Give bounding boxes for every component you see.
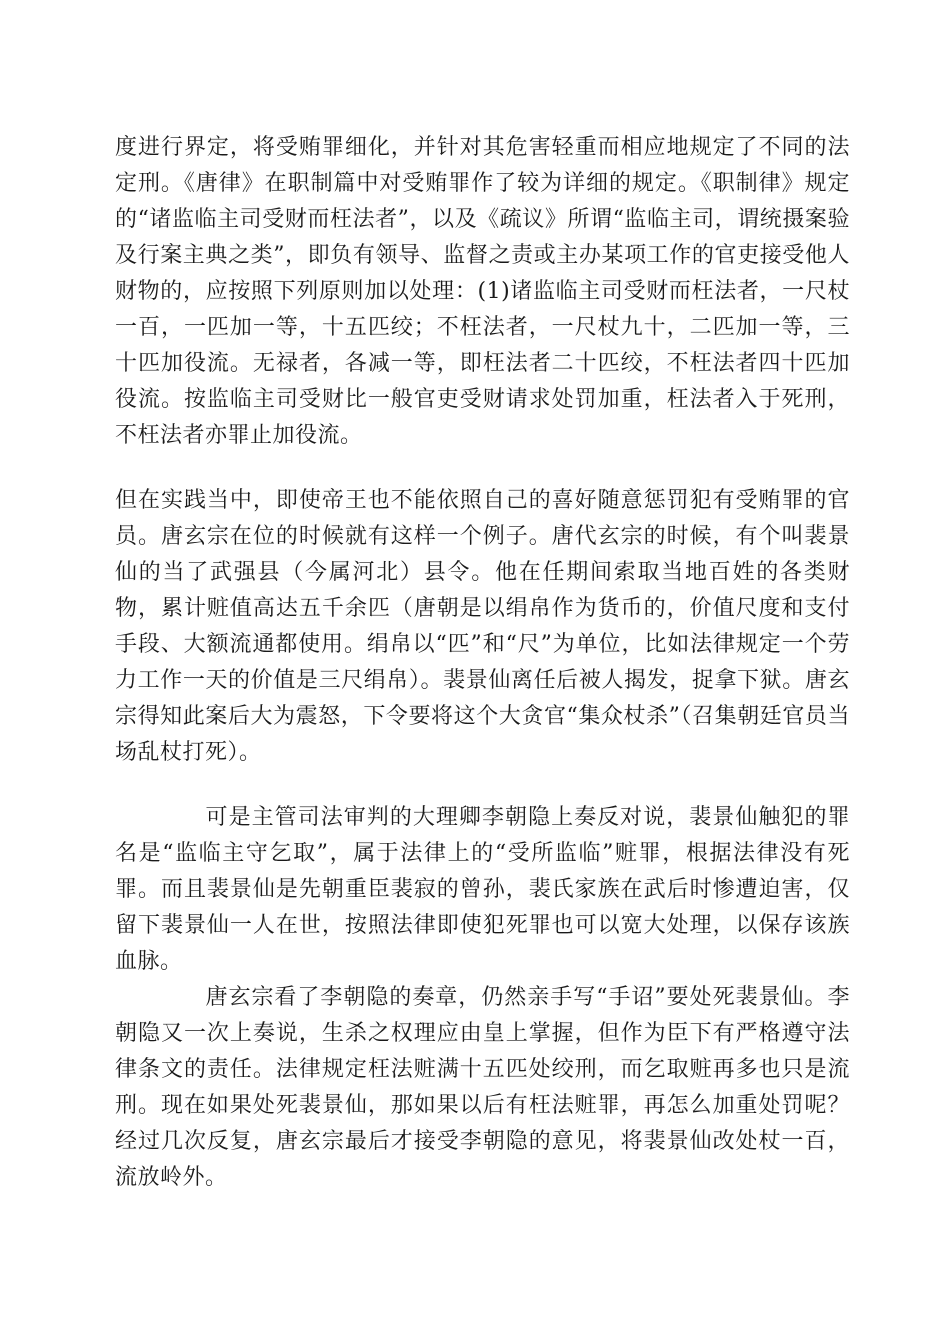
paragraph-4-text: 唐玄宗看了李朝隐的奏章，仍然亲手写“手诏”要处死裴景仙。李朝隐又一次上奏说，生杀之权理应由皇上掌握，但作为臣下有严格遵守法律条文的责任。法律规定枉法赃满十五匹处绞刑，而乞取赃再多也只是流刑。现在如果处死裴景仙，那如果以后有枉法赃罪，再怎么加重处罚呢？经过几次反复，唐玄宗最后才接受李朝隐的意见，将裴景仙改处杖一百，流放岭外。 [115,985,850,1190]
paragraph-3-text: 可是主管司法审判的大理卿李朝隐上奏反对说，裴景仙触犯的罪名是“监临主守乞取”，属于法律上的“受所监临”赃罪，根据法律没有死罪。而且裴景仙是先朝重臣裴寂的曾孙，裴氏家族在武后时惨遭迫害，仅留下裴景仙一人在世，按照法律即使犯死罪也可以宽大处理，以保存该族血脉。 [115,805,850,974]
paragraph-1 [115,130,850,454]
paragraph-2 [115,483,850,771]
paragraph-2-text: 但在实践当中，即使帝王也不能依照自己的喜好随意惩罚犯有受贿罪的官员。唐玄宗在位的时候就有这样一个例子。唐代玄宗的时候，有个叫裴景仙的当了武强县（今属河北）县令。他在任期间索取当地百姓的各类财物，累计赃值高达五千余匹（唐朝是以绢帛作为货币的，价值尺度和支付手段、大额流通都使用。绢帛以“匹”和“尺”为单位，比如法律规定一个劳力工作一天的价值是三尺绢帛）。裴景仙离任后被人揭发，捉拿下狱。唐玄宗得知此案后大为震怒，下令要将这个大贪官“集众杖杀”（召集朝廷官员当场乱杖打死）。 [115,488,850,765]
paragraph-1-text: 度进行界定，将受贿罪细化，并针对其危害轻重而相应地规定了不同的法定刑。《唐律》在职制篇中对受贿罪作了较为详细的规定。《职制律》规定的“诸监临主司受财而枉法者”，以及《疏议》所谓“监临主司，谓统摄案验及行案主典之类”，即负有领导、监督之责或主办某项工作的官吏接受他人财物的，应按照下列原则加以处理：(1)诸监临主司受财而枉法者，一尺杖一百，一匹加一等，十五匹绞；不枉法者，一尺杖九十，二匹加一等，三十匹加役流。无禄者，各减一等，即枉法者二十匹绞，不枉法者四十匹加役流。按监临主司受财比一般官吏受财请求处罚加重，枉法者入于死刑，不枉法者亦罪止加役流。 [115,135,850,448]
paragraph-3 [115,800,850,980]
paragraph-4 [115,980,850,1196]
